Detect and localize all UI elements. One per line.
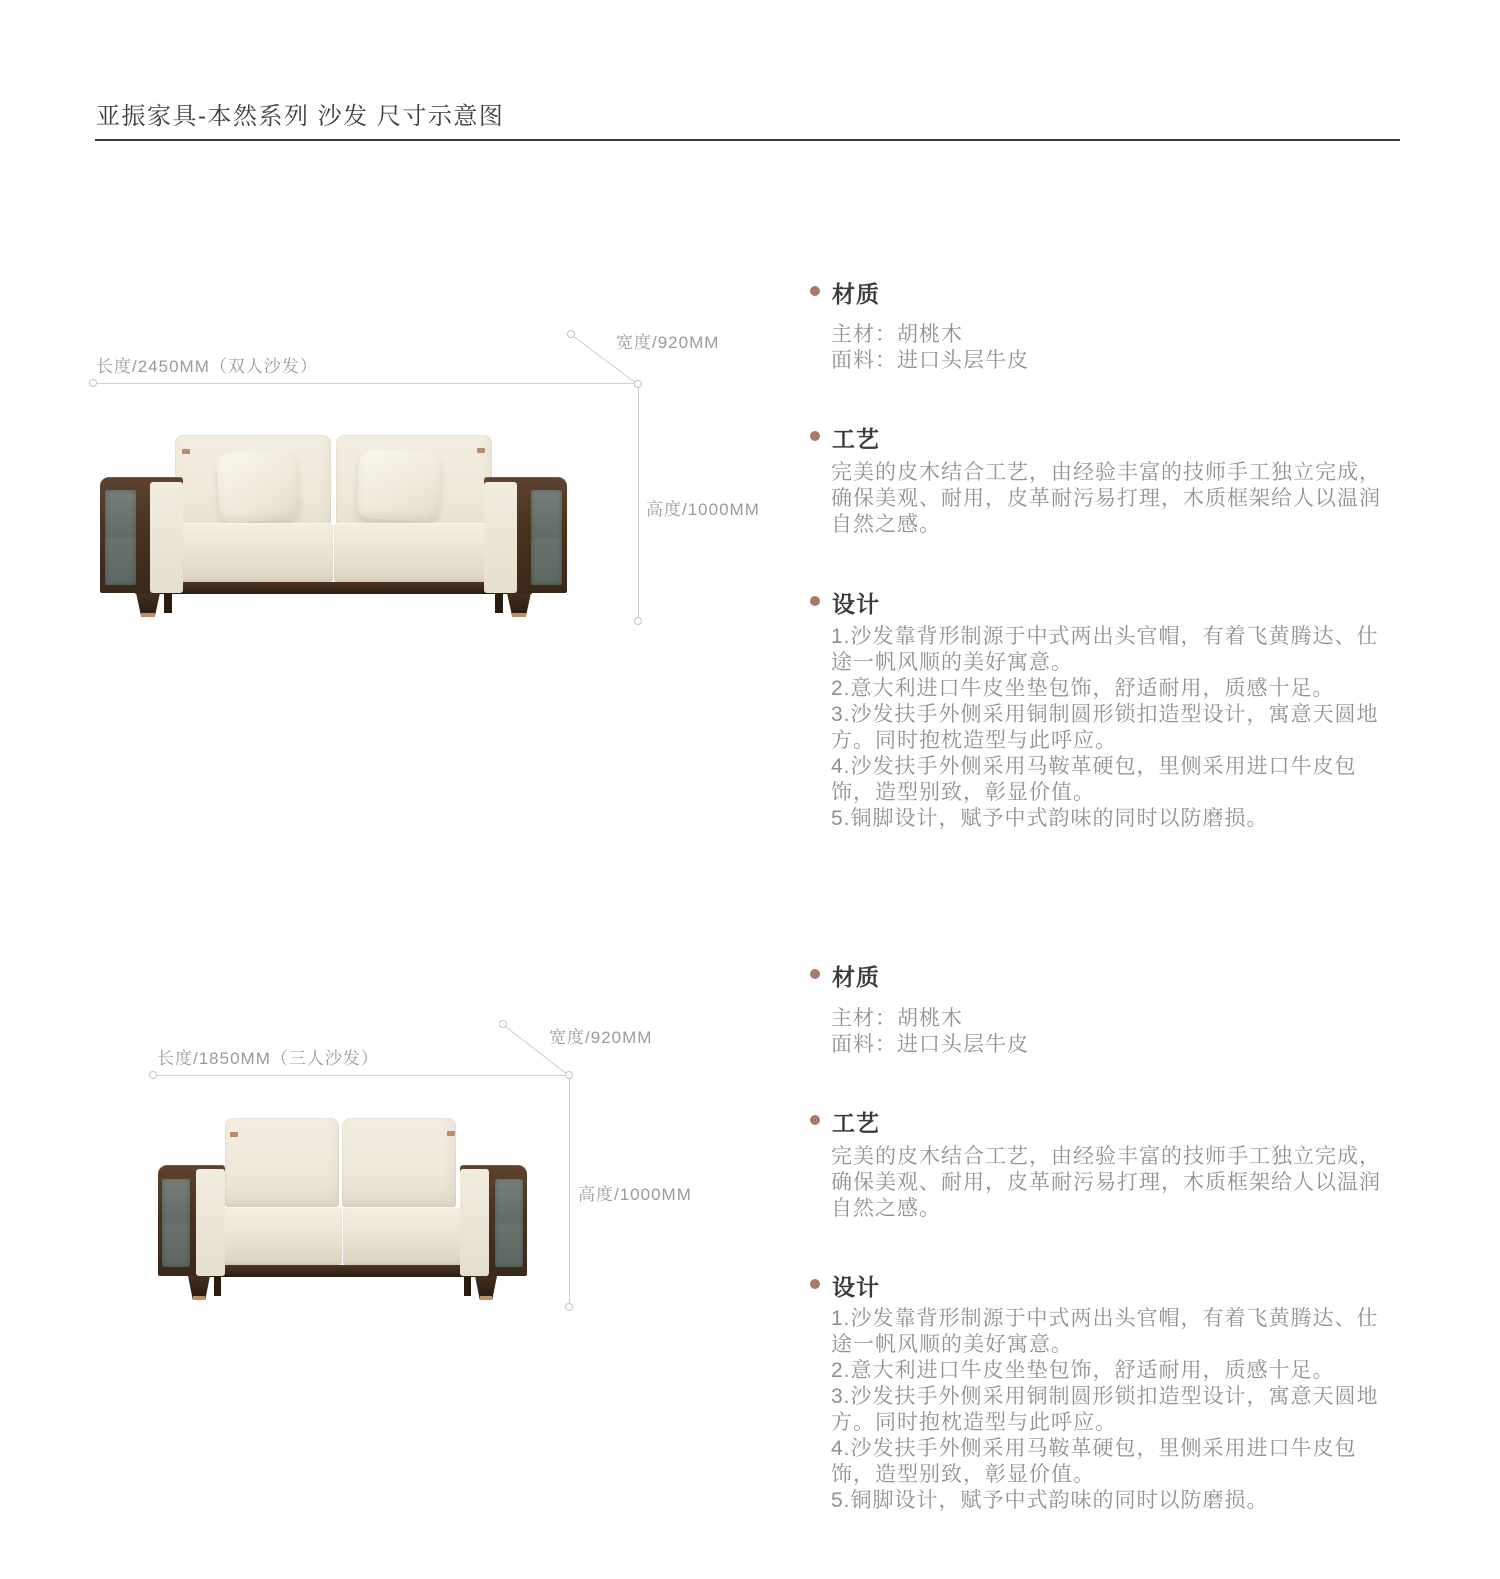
sofa-leg bbox=[136, 593, 160, 617]
sofa-wood-base bbox=[190, 1265, 495, 1277]
height-dimension-label: 高度/1000MM bbox=[646, 500, 760, 519]
dimension-endpoint-icon bbox=[499, 1020, 507, 1028]
sofa-arm-right bbox=[484, 477, 567, 593]
material-line: 主材：胡桃木 bbox=[831, 1007, 963, 1030]
dimension-endpoint-icon bbox=[634, 380, 642, 388]
sofa-back-cushion bbox=[342, 1118, 456, 1207]
dimension-endpoint-icon bbox=[149, 1071, 157, 1079]
material-heading: 材质 bbox=[832, 281, 880, 307]
sofa-arm-side-panel bbox=[531, 490, 562, 585]
sofa-leg bbox=[464, 1276, 471, 1296]
height-dimension-label: 高度/1000MM bbox=[578, 1185, 692, 1204]
sofa-illustration-triple bbox=[158, 1118, 527, 1304]
design-list bbox=[831, 1306, 1397, 1514]
copper-foot-icon bbox=[512, 613, 525, 617]
bullet-icon bbox=[810, 1115, 820, 1125]
design-item: 1.沙发靠背形制源于中式两出头官帽，有着飞黄腾达、仕途一帆风顺的美好寓意。 bbox=[831, 1307, 1379, 1356]
design-list bbox=[831, 624, 1397, 832]
design-item: 5.铜脚设计，赋予中式韵味的同时以防磨损。 bbox=[831, 807, 1269, 830]
bullet-icon bbox=[810, 969, 820, 979]
material-line: 面料：进口头层牛皮 bbox=[831, 1033, 1029, 1056]
craft-body: 完美的皮木结合工艺，由经验丰富的技师手工独立完成，确保美观、耐用，皮革耐污易打理，木质框架给人以温润自然之感。 bbox=[831, 461, 1381, 536]
bullet-icon bbox=[810, 1279, 820, 1289]
material-lines bbox=[831, 1006, 1397, 1058]
copper-clip-icon bbox=[477, 448, 485, 453]
dimension-endpoint-icon bbox=[567, 330, 575, 338]
length-dimension-line bbox=[93, 383, 638, 384]
length-dimension-label: 长度/2450MM（双人沙发） bbox=[96, 357, 318, 376]
craft-heading: 工艺 bbox=[832, 1110, 880, 1136]
bullet-icon bbox=[810, 596, 820, 606]
sofa-wood-base bbox=[135, 582, 532, 594]
dimension-endpoint-icon bbox=[565, 1071, 573, 1079]
copper-clip-icon bbox=[230, 1132, 238, 1137]
sofa-arm-inner-face bbox=[484, 482, 517, 593]
copper-foot-icon bbox=[193, 1296, 205, 1300]
sofa-leg bbox=[164, 593, 172, 613]
page-title: 亚振家具-本然系列 沙发 尺寸示意图 bbox=[96, 103, 505, 130]
bullet-icon bbox=[810, 431, 820, 441]
design-item: 3.沙发扶手外侧采用铜制圆形锁扣造型设计，寓意天圆地方。同时抱枕造型与此呼应。 bbox=[831, 703, 1379, 752]
design-item: 3.沙发扶手外侧采用铜制圆形锁扣造型设计，寓意天圆地方。同时抱枕造型与此呼应。 bbox=[831, 1385, 1379, 1434]
sofa-leg bbox=[188, 1276, 210, 1300]
dimension-endpoint-icon bbox=[89, 379, 97, 387]
sofa-pillow bbox=[356, 448, 442, 522]
height-dimension-line bbox=[638, 384, 639, 621]
material-line: 主材：胡桃木 bbox=[831, 323, 963, 346]
sofa-arm-inner-face bbox=[460, 1169, 489, 1276]
craft-heading: 工艺 bbox=[832, 426, 880, 452]
sofa-arm-right bbox=[460, 1165, 527, 1276]
design-item: 4.沙发扶手外侧采用马鞍革硬包，里侧采用进口牛皮包饰，造型别致，彰显价值。 bbox=[831, 1437, 1357, 1486]
sofa-pillow bbox=[216, 448, 301, 523]
sofa-arm-inner-face bbox=[150, 482, 183, 593]
sofa-leg bbox=[495, 593, 503, 613]
copper-foot-icon bbox=[480, 1296, 492, 1300]
material-line: 面料：进口头层牛皮 bbox=[831, 349, 1029, 372]
sofa-arm-side-panel bbox=[495, 1179, 523, 1267]
length-dimension-label: 长度/1850MM（三人沙发） bbox=[157, 1049, 379, 1068]
craft-body: 完美的皮木结合工艺，由经验丰富的技师手工独立完成，确保美观、耐用，皮革耐污易打理，木质框架给人以温润自然之感。 bbox=[831, 1145, 1381, 1220]
material-lines bbox=[831, 322, 1397, 374]
design-item: 1.沙发靠背形制源于中式两出头官帽，有着飞黄腾达、仕途一帆风顺的美好寓意。 bbox=[831, 625, 1379, 674]
sofa-arm-left bbox=[100, 477, 183, 593]
design-item: 2.意大利进口牛皮坐垫包饰，舒适耐用，质感十足。 bbox=[831, 677, 1335, 700]
width-dimension-label: 宽度/920MM bbox=[549, 1028, 653, 1047]
height-dimension-line bbox=[569, 1075, 570, 1307]
sofa-leg bbox=[214, 1276, 221, 1296]
dimension-endpoint-icon bbox=[634, 617, 642, 625]
design-item: 4.沙发扶手外侧采用马鞍革硬包，里侧采用进口牛皮包饰，造型别致，彰显价值。 bbox=[831, 755, 1357, 804]
sofa-arm-left bbox=[158, 1165, 225, 1276]
sofa-back-cushion bbox=[225, 1118, 339, 1207]
design-heading: 设计 bbox=[832, 591, 880, 617]
dimension-endpoint-icon bbox=[565, 1303, 573, 1311]
length-dimension-line bbox=[153, 1075, 569, 1076]
material-heading: 材质 bbox=[832, 964, 880, 990]
sofa-leg bbox=[475, 1276, 497, 1300]
width-dimension-label: 宽度/920MM bbox=[616, 333, 720, 352]
sofa-arm-inner-face bbox=[196, 1169, 225, 1276]
sofa-illustration-double bbox=[100, 435, 567, 621]
copper-clip-icon bbox=[182, 449, 190, 454]
design-heading: 设计 bbox=[832, 1274, 880, 1300]
copper-foot-icon bbox=[141, 613, 154, 617]
bullet-icon bbox=[810, 286, 820, 296]
sofa-arm-side-panel bbox=[105, 490, 136, 585]
copper-clip-icon bbox=[447, 1131, 455, 1136]
sofa-leg bbox=[507, 593, 531, 617]
design-item: 5.铜脚设计，赋予中式韵味的同时以防磨损。 bbox=[831, 1489, 1269, 1512]
title-divider bbox=[95, 139, 1400, 141]
sofa-arm-side-panel bbox=[162, 1179, 190, 1267]
design-item: 2.意大利进口牛皮坐垫包饰，舒适耐用，质感十足。 bbox=[831, 1359, 1335, 1382]
